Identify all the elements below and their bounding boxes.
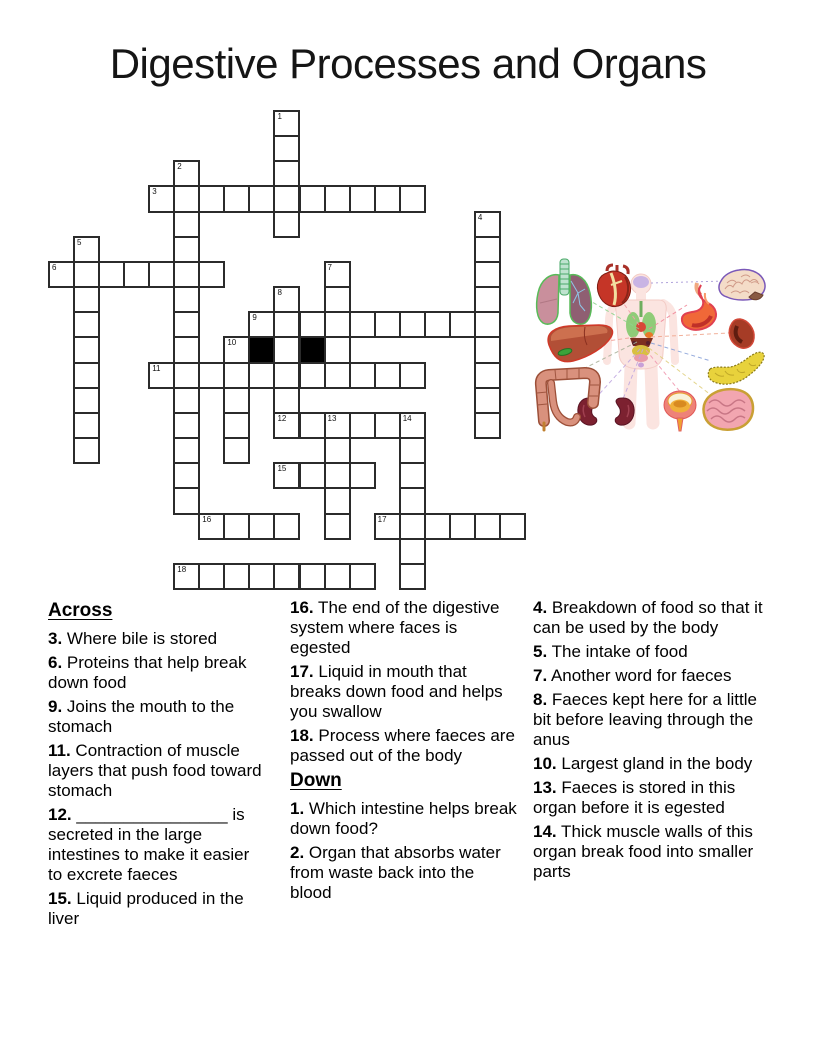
cell-number: 14 <box>402 413 412 423</box>
cell-number: 11 <box>152 363 161 373</box>
spleen-icon <box>729 319 754 348</box>
crossword-cell[interactable] <box>73 437 100 464</box>
crossword-cell[interactable] <box>474 236 501 263</box>
clue-item-4: 4. Breakdown of food so that it can be used by the body <box>533 598 763 637</box>
kidneys-icon <box>578 398 634 425</box>
crossword-cell[interactable] <box>273 135 300 162</box>
clue-number: 15. <box>48 889 72 908</box>
crossword-cell[interactable] <box>73 261 100 288</box>
crossword-cell[interactable] <box>399 513 426 540</box>
digestive-organs-illustration <box>527 253 772 433</box>
crossword-cell[interactable] <box>173 236 200 263</box>
crossword-cell[interactable] <box>248 185 275 212</box>
across-header: Across <box>48 600 113 621</box>
clue-item-5: 5. The intake of food <box>533 642 688 661</box>
crossword-cell-black <box>299 336 326 363</box>
crossword-cell[interactable] <box>273 563 300 590</box>
cell-number: 2 <box>177 162 182 172</box>
clue-item-13: 13. Faeces is stored in this organ before it is egested <box>533 778 736 817</box>
cell-number: 12 <box>277 413 287 423</box>
clue-column-1 <box>48 598 262 933</box>
clue-column-3 <box>533 598 771 886</box>
crossword-cell[interactable] <box>248 513 275 540</box>
crossword-cell[interactable] <box>499 513 526 540</box>
crossword-cell[interactable] <box>273 185 300 212</box>
crossword-cell[interactable] <box>474 311 501 338</box>
crossword-cell[interactable] <box>273 160 300 187</box>
crossword-cell[interactable] <box>198 563 225 590</box>
crossword-cell[interactable] <box>474 387 501 414</box>
crossword-cell[interactable] <box>223 563 250 590</box>
crossword-cell[interactable] <box>273 286 300 313</box>
clue-number: 3. <box>48 629 63 648</box>
clue-item-3: 3. Where bile is stored <box>48 629 218 648</box>
crossword-cell[interactable] <box>173 487 200 514</box>
crossword-cell[interactable] <box>73 336 100 363</box>
crossword-cell[interactable] <box>223 336 250 363</box>
crossword-cell[interactable] <box>399 311 426 338</box>
crossword-cell[interactable] <box>349 185 376 212</box>
crossword-cell[interactable] <box>273 211 300 238</box>
crossword-cell[interactable] <box>73 286 100 313</box>
clue-number: 12. <box>48 805 72 824</box>
cell-number: 15 <box>277 464 287 474</box>
cell-number: 16 <box>202 514 212 524</box>
clue-item-14: 14. Thick muscle walls of this organ break food into smaller parts <box>533 822 754 881</box>
crossword-cell[interactable] <box>299 362 326 389</box>
cell-number: 10 <box>227 338 237 348</box>
crossword-cell[interactable] <box>223 412 250 439</box>
crossword-grid <box>48 110 528 591</box>
clue-number: 4. <box>533 598 548 617</box>
crossword-cell[interactable] <box>73 387 100 414</box>
crossword-cell[interactable] <box>73 311 100 338</box>
cell-number: 9 <box>252 313 257 323</box>
body-brain-icon <box>633 276 649 288</box>
crossword-cell[interactable] <box>399 437 426 464</box>
crossword-cell[interactable] <box>273 387 300 414</box>
cell-number: 8 <box>277 288 282 298</box>
lungs-icon <box>537 259 592 324</box>
crossword-cell[interactable] <box>399 362 426 389</box>
crossword-cell[interactable] <box>98 261 125 288</box>
crossword-cell[interactable] <box>324 563 351 590</box>
clue-number: 11. <box>48 741 71 760</box>
clue-item-8: 8. Faeces kept here for a little bit before leaving through the anus <box>533 690 757 749</box>
crossword-cell[interactable] <box>148 185 175 212</box>
crossword-cell[interactable] <box>73 362 100 389</box>
crossword-cell[interactable] <box>324 487 351 514</box>
crossword-cell[interactable] <box>173 311 200 338</box>
crossword-cell[interactable] <box>248 563 275 590</box>
clue-item-12: 12. ________________ is secreted in the large intestines to make it easier to excrete faeces <box>48 805 250 884</box>
crossword-cell[interactable] <box>449 311 476 338</box>
crossword-cell[interactable] <box>324 311 351 338</box>
crossword-cell[interactable] <box>324 462 351 489</box>
clue-column-2 <box>290 598 518 907</box>
cell-number: 18 <box>177 564 187 574</box>
cell-number: 3 <box>152 187 157 197</box>
pancreas-icon <box>708 352 764 384</box>
brain-icon <box>719 269 765 300</box>
crossword-cell[interactable] <box>474 513 501 540</box>
crossword-cell[interactable] <box>273 412 300 439</box>
crossword-cell[interactable] <box>374 513 401 540</box>
crossword-cell[interactable] <box>374 412 401 439</box>
crossword-cell-black <box>248 336 275 363</box>
crossword-cell[interactable] <box>399 185 426 212</box>
cell-number: 13 <box>327 413 337 423</box>
crossword-cell[interactable] <box>173 286 200 313</box>
crossword-cell[interactable] <box>198 261 225 288</box>
crossword-cell[interactable] <box>399 412 426 439</box>
crossword-cell[interactable] <box>374 311 401 338</box>
crossword-cell[interactable] <box>349 412 376 439</box>
crossword-cell[interactable] <box>349 462 376 489</box>
crossword-cell[interactable] <box>474 261 501 288</box>
clue-item-6: 6. Proteins that help break down food <box>48 653 247 692</box>
crossword-cell[interactable] <box>299 185 326 212</box>
crossword-cell[interactable] <box>173 185 200 212</box>
crossword-cell[interactable] <box>299 563 326 590</box>
cell-number: 17 <box>377 514 387 524</box>
crossword-cell[interactable] <box>324 286 351 313</box>
page-title: Digestive Processes and Organs <box>109 40 707 87</box>
crossword-cell[interactable] <box>198 362 225 389</box>
crossword-cell[interactable] <box>374 362 401 389</box>
crossword-cell[interactable] <box>273 462 300 489</box>
clue-item-15: 15. Liquid produced in the liver <box>48 889 244 928</box>
crossword-cell[interactable] <box>374 185 401 212</box>
crossword-cell[interactable] <box>299 311 326 338</box>
crossword-cell[interactable] <box>399 538 426 565</box>
crossword-cell[interactable] <box>73 412 100 439</box>
stomach-icon <box>682 283 716 330</box>
crossword-cell[interactable] <box>299 412 326 439</box>
small-intestine-icon <box>704 389 753 430</box>
crossword-cell[interactable] <box>399 563 426 590</box>
clue-item-11: 11. Contraction of muscle layers that push food toward stomach <box>48 741 262 800</box>
crossword-cell[interactable] <box>223 362 250 389</box>
clue-number: 1. <box>290 799 305 818</box>
crossword-cell[interactable] <box>349 311 376 338</box>
clue-number: 2. <box>290 843 305 862</box>
clue-number: 13. <box>533 778 557 797</box>
crossword-cell[interactable] <box>273 311 300 338</box>
crossword-cell[interactable] <box>474 412 501 439</box>
crossword-cell[interactable] <box>324 437 351 464</box>
clue-item-17: 17. Liquid in mouth that breaks down food and helps you swallow <box>290 662 503 721</box>
crossword-cell[interactable] <box>223 437 250 464</box>
crossword-cell[interactable] <box>198 513 225 540</box>
crossword-cell[interactable] <box>223 513 250 540</box>
crossword-cell[interactable] <box>474 286 501 313</box>
crossword-cell[interactable] <box>248 362 275 389</box>
clue-item-9: 9. Joins the mouth to the stomach <box>48 697 235 736</box>
crossword-cell[interactable] <box>349 563 376 590</box>
bladder-icon <box>664 391 696 431</box>
crossword-cell[interactable] <box>474 211 501 238</box>
crossword-cell[interactable] <box>273 362 300 389</box>
crossword-cell[interactable] <box>273 513 300 540</box>
down-header: Down <box>290 770 342 791</box>
clue-item-7: 7. Another word for faeces <box>533 666 732 685</box>
crossword-cell[interactable] <box>173 387 200 414</box>
heart-icon <box>597 265 630 307</box>
cell-number: 1 <box>277 112 282 121</box>
crossword-cell[interactable] <box>173 261 200 288</box>
crossword-cell[interactable] <box>223 387 250 414</box>
crossword-cell[interactable] <box>173 211 200 238</box>
clue-item-18: 18. Process where faeces are passed out of the body <box>290 726 515 765</box>
clue-number: 18. <box>290 726 314 745</box>
clue-number: 9. <box>48 697 63 716</box>
crossword-cell[interactable] <box>148 362 175 389</box>
clue-item-16: 16. The end of the digestive system where faces is egested <box>290 598 500 657</box>
crossword-cell[interactable] <box>273 110 300 137</box>
crossword-cell[interactable] <box>198 185 225 212</box>
crossword-cell[interactable] <box>123 261 150 288</box>
crossword-cell[interactable] <box>449 513 476 540</box>
crossword-cell[interactable] <box>324 336 351 363</box>
crossword-cell[interactable] <box>273 336 300 363</box>
clue-number: 14. <box>533 822 557 841</box>
crossword-cell[interactable] <box>424 513 451 540</box>
crossword-cell[interactable] <box>173 412 200 439</box>
crossword-cell[interactable] <box>324 362 351 389</box>
clue-number: 16. <box>290 598 314 617</box>
crossword-cell[interactable] <box>324 185 351 212</box>
crossword-cell[interactable] <box>173 563 200 590</box>
crossword-cell[interactable] <box>173 336 200 363</box>
crossword-cell[interactable] <box>48 261 75 288</box>
crossword-cell[interactable] <box>399 462 426 489</box>
crossword-cell[interactable] <box>223 185 250 212</box>
crossword-cell[interactable] <box>324 513 351 540</box>
cell-number: 4 <box>477 212 483 222</box>
crossword-cell[interactable] <box>173 362 200 389</box>
clue-number: 7. <box>533 666 548 685</box>
crossword-cell[interactable] <box>324 261 351 288</box>
clue-number: 5. <box>533 642 548 661</box>
crossword-cell[interactable] <box>148 261 175 288</box>
clue-item-2: 2. Organ that absorbs water from waste back into the blood <box>290 843 501 902</box>
cell-number: 5 <box>77 237 82 247</box>
crossword-cell[interactable] <box>324 412 351 439</box>
cell-number: 7 <box>327 262 332 272</box>
clue-number: 6. <box>48 653 63 672</box>
cell-number: 6 <box>52 262 57 272</box>
crossword-cell[interactable] <box>73 236 100 263</box>
clue-number: 10. <box>533 754 557 773</box>
crossword-cell[interactable] <box>299 462 326 489</box>
crossword-cell[interactable] <box>349 362 376 389</box>
crossword-cell[interactable] <box>173 462 200 489</box>
clue-number: 17. <box>290 662 314 681</box>
clue-item-10: 10. Largest gland in the body <box>533 754 753 773</box>
crossword-cell[interactable] <box>424 311 451 338</box>
clue-item-1: 1. Which intestine helps break down food? <box>290 799 517 838</box>
crossword-cell[interactable] <box>474 336 501 363</box>
liver-icon <box>548 325 612 362</box>
clue-number: 8. <box>533 690 548 709</box>
crossword-cell[interactable] <box>399 487 426 514</box>
crossword-cell[interactable] <box>248 311 275 338</box>
crossword-cell[interactable] <box>173 160 200 187</box>
crossword-cell[interactable] <box>474 362 501 389</box>
crossword-cell[interactable] <box>173 437 200 464</box>
